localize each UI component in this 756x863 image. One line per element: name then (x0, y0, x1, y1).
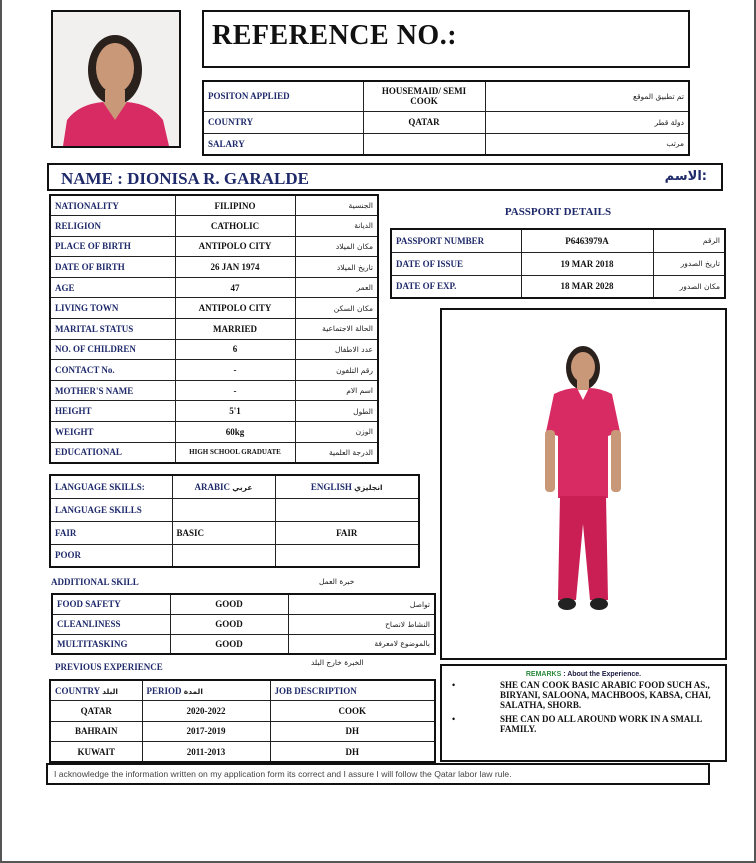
salary-arabic: مرتب (485, 133, 689, 155)
full-body-photo (440, 308, 727, 660)
language-level-row (50, 521, 419, 544)
language-row (50, 498, 419, 521)
skill-label: FOOD SAFETY (52, 594, 170, 614)
level-label: POOR (50, 544, 172, 567)
salary-row (203, 133, 689, 155)
skill-label: MULTITASKING (52, 634, 170, 654)
country-header-label: COUNTRY (55, 685, 100, 696)
personal-arabic: الطول (295, 401, 378, 422)
remark-item (448, 714, 725, 734)
passport-title: PASSPORT DETAILS (504, 206, 612, 218)
additional-skill-title-ar: خبرة العمل (319, 577, 355, 586)
name-arabic-label: الاسم: (664, 169, 707, 184)
period-header-label: PERIOD (146, 685, 182, 696)
personal-row (50, 360, 378, 381)
passport-value: 19 MAR 2018 (521, 252, 653, 275)
experience-job: DH (270, 742, 435, 763)
country-header (50, 680, 142, 701)
experience-job: COOK (270, 701, 435, 722)
salary-label: SALARY (203, 133, 363, 155)
personal-arabic: الدرجة العلمية (295, 442, 378, 463)
arabic-level (172, 544, 275, 567)
personal-arabic: مكان السكن (295, 298, 378, 319)
personal-arabic: مكان الميلاد (295, 236, 378, 257)
passport-arabic: مكان الصدور (653, 275, 725, 298)
personal-row (50, 277, 378, 298)
arabic-col-header (172, 475, 275, 498)
country-arabic: دولة قطر (485, 111, 689, 133)
arabic-col-ar: عربي (232, 482, 253, 492)
personal-info-table (49, 194, 379, 464)
personal-value: FILIPINO (175, 195, 295, 216)
additional-skills-table (51, 593, 436, 655)
reference-number-box (202, 10, 690, 68)
personal-label: MOTHER'S NAME (50, 380, 175, 401)
personal-label: CONTACT No. (50, 360, 175, 381)
personal-value: MARRIED (175, 319, 295, 340)
passport-row (391, 275, 725, 298)
experience-period: 2017-2019 (142, 721, 270, 742)
personal-row (50, 216, 378, 237)
bullet-icon: • (452, 680, 456, 690)
experience-period: 2020-2022 (142, 701, 270, 722)
language-level-row (50, 544, 419, 567)
personal-row (50, 257, 378, 278)
personal-arabic: الحالة الاجتماعية (295, 319, 378, 340)
personal-value: CATHOLIC (175, 216, 295, 237)
passport-arabic: تاريخ الصدور (653, 252, 725, 275)
experience-row (50, 721, 435, 742)
experience-country: QATAR (50, 701, 142, 722)
language-row-label: LANGUAGE SKILLS (50, 498, 172, 521)
experience-job: DH (270, 721, 435, 742)
personal-label: WEIGHT (50, 422, 175, 443)
personal-label: HEIGHT (50, 401, 175, 422)
personal-row (50, 298, 378, 319)
personal-row (50, 380, 378, 401)
personal-label: MARITAL STATUS (50, 319, 175, 340)
name-bar (47, 163, 723, 191)
skill-value: GOOD (170, 614, 288, 634)
passport-value: P6463979A (521, 229, 653, 252)
personal-value: 60kg (175, 422, 295, 443)
passport-label: DATE OF EXP. (391, 275, 521, 298)
skill-value: GOOD (170, 634, 288, 654)
english-col-header (275, 475, 419, 498)
remarks-list (448, 680, 725, 734)
job-header: JOB DESCRIPTION (270, 680, 435, 701)
skill-row (52, 614, 435, 634)
remarks-title-green: REMARKS (525, 671, 562, 678)
experience-table (49, 679, 436, 763)
personal-value: ANTIPOLO CITY (175, 298, 295, 319)
country-header-ar: البلد (102, 686, 118, 696)
previous-experience-title: PREVIOUS EXPERIENCE (55, 662, 163, 672)
passport-value: 18 MAR 2028 (521, 275, 653, 298)
personal-row (50, 442, 378, 463)
personal-arabic: رقم التلفون (295, 360, 378, 381)
experience-country: KUWAIT (50, 742, 142, 763)
level-label: FAIR (50, 521, 172, 544)
experience-period: 2011-2013 (142, 742, 270, 763)
remark-text: SHE CAN DO ALL AROUND WORK IN A SMALL FAMILY. (500, 714, 702, 734)
personal-arabic: العمر (295, 277, 378, 298)
applicant-name: NAME : DIONISA R. GARALDE (61, 169, 309, 188)
arabic-col-label: ARABIC (194, 481, 231, 492)
personal-value: HIGH SCHOOL GRADUATE (175, 442, 295, 463)
personal-arabic: الديانة (295, 216, 378, 237)
skill-arabic: النشاط لانصاح (288, 614, 435, 634)
additional-skill-title-row (51, 577, 431, 587)
bullet-icon: • (452, 714, 456, 724)
personal-value: - (175, 360, 295, 381)
passport-label: DATE OF ISSUE (391, 252, 521, 275)
language-header-label: LANGUAGE SKILLS: (50, 475, 172, 498)
passport-row (391, 252, 725, 275)
personal-row (50, 401, 378, 422)
personal-row (50, 422, 378, 443)
language-header-row (50, 475, 419, 498)
experience-country: BAHRAIN (50, 721, 142, 742)
remark-text: SHE CAN COOK BASIC ARABIC FOOD SUCH AS., BIRYANI, SALOONA, MACHBOOS, KABSA, CHAI, SALATHA, SHORB. (500, 680, 711, 710)
position-arabic: تم تطبيق الموقع (485, 81, 689, 111)
personal-value: ANTIPOLO CITY (175, 236, 295, 257)
skill-row (52, 634, 435, 654)
country-label: COUNTRY (203, 111, 363, 133)
experience-header-row (50, 680, 435, 701)
personal-label: RELIGION (50, 216, 175, 237)
english-col-ar: انجليزي (354, 482, 383, 492)
acknowledgement-text: I acknowledge the information written on my application form its correct and I assure I will follow the Qatar labor law rule. (46, 763, 710, 785)
personal-label: AGE (50, 277, 175, 298)
personal-value: 26 JAN 1974 (175, 257, 295, 278)
arabic-level: BASIC (172, 521, 275, 544)
personal-label: DATE OF BIRTH (50, 257, 175, 278)
personal-value: 5'1 (175, 401, 295, 422)
portrait-photo (51, 10, 181, 148)
personal-row (50, 319, 378, 340)
country-row (203, 111, 689, 133)
personal-arabic: تاريخ الميلاد (295, 257, 378, 278)
language-cell (172, 498, 275, 521)
skill-arabic: تواصل (288, 594, 435, 614)
personal-value: - (175, 380, 295, 401)
language-cell (275, 498, 419, 521)
personal-arabic: عدد الاطفال (295, 339, 378, 360)
personal-label: NATIONALITY (50, 195, 175, 216)
personal-row (50, 236, 378, 257)
salary-value (363, 133, 485, 155)
personal-label: NO. OF CHILDREN (50, 339, 175, 360)
personal-label: PLACE OF BIRTH (50, 236, 175, 257)
personal-label: EDUCATIONAL (50, 442, 175, 463)
position-table (202, 80, 690, 156)
remarks-title (442, 671, 725, 678)
english-col-label: ENGLISH (310, 481, 352, 492)
position-value: HOUSEMAID/ SEMI COOK (363, 81, 485, 111)
remarks-title-rest: : About the Experience. (563, 671, 642, 678)
previous-experience-title-ar: الخبرة خارج البلد (311, 658, 364, 667)
passport-row (391, 229, 725, 252)
skill-arabic: بالموضوع لامعرفة (288, 634, 435, 654)
skill-value: GOOD (170, 594, 288, 614)
period-header (142, 680, 270, 701)
experience-row (50, 701, 435, 722)
english-level (275, 544, 419, 567)
personal-arabic: الوزن (295, 422, 378, 443)
personal-label: LIVING TOWN (50, 298, 175, 319)
country-value: QATAR (363, 111, 485, 133)
previous-experience-title-row (55, 658, 435, 672)
personal-arabic: الجنسية (295, 195, 378, 216)
skill-row (52, 594, 435, 614)
passport-arabic: الرقم (653, 229, 725, 252)
passport-label: PASSPORT NUMBER (391, 229, 521, 252)
personal-row (50, 195, 378, 216)
additional-skill-title: ADDITIONAL SKILL (51, 577, 139, 587)
personal-arabic: اسم الام (295, 380, 378, 401)
personal-row (50, 339, 378, 360)
skill-label: CLEANLINESS (52, 614, 170, 634)
position-row (203, 81, 689, 111)
experience-row (50, 742, 435, 763)
language-skills-table (49, 474, 420, 568)
reference-label: REFERENCE NO.: (212, 20, 458, 51)
position-label: POSITON APPLIED (203, 81, 363, 111)
passport-table (390, 228, 726, 299)
period-header-ar: المدة (183, 686, 203, 696)
remark-item (448, 680, 725, 710)
personal-value: 6 (175, 339, 295, 360)
remarks-box (440, 664, 727, 762)
personal-value: 47 (175, 277, 295, 298)
english-level: FAIR (275, 521, 419, 544)
